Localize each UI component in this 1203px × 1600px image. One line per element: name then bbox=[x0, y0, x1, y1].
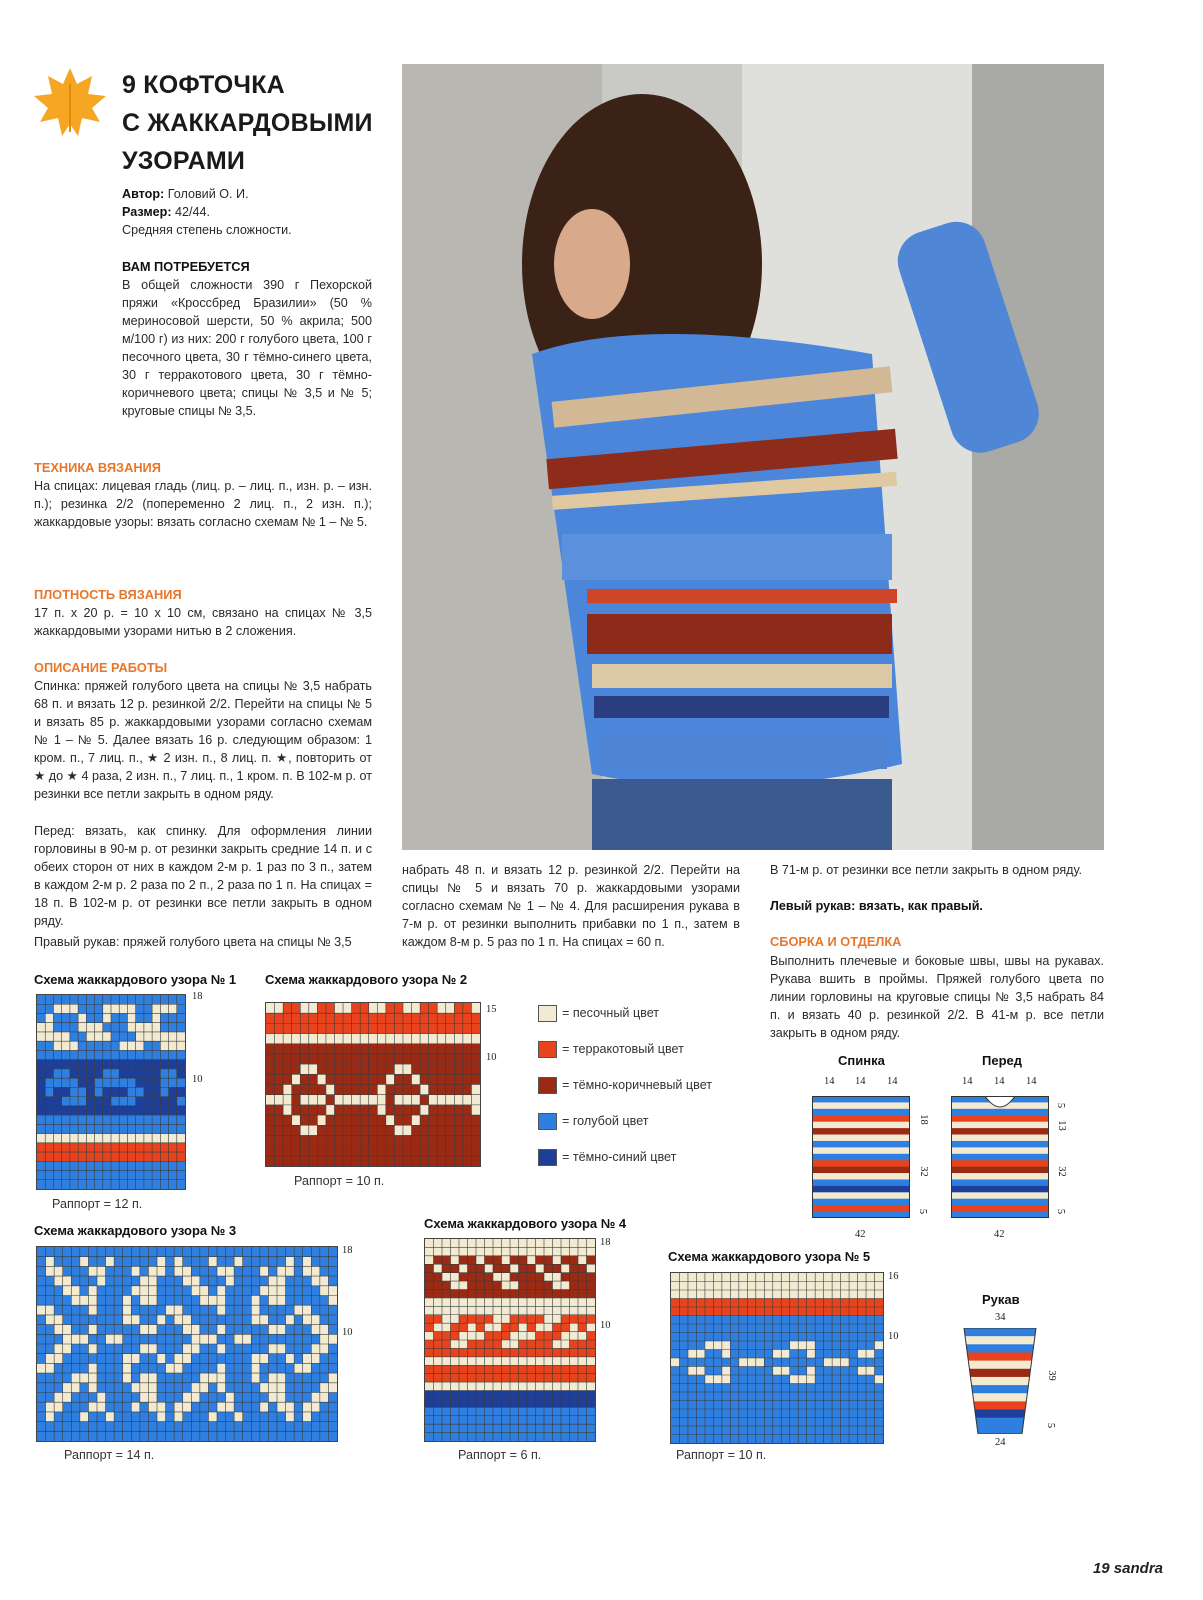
front-outline-icon bbox=[951, 1096, 1049, 1218]
model-photo-illustration bbox=[402, 64, 1104, 850]
sleeve-side-dim: 39 bbox=[1045, 1370, 1057, 1381]
difficulty: Средняя степень сложности. bbox=[122, 223, 292, 237]
chart-5-row-16: 16 bbox=[888, 1271, 899, 1282]
back-top-dim: 14 bbox=[824, 1076, 835, 1087]
chart-2-rapport: Раппорт = 10 п. bbox=[294, 1174, 385, 1188]
author-value: Головий О. И. bbox=[164, 187, 249, 201]
leaf-logo-icon bbox=[30, 62, 110, 142]
density-heading: ПЛОТНОСТЬ ВЯЗАНИЯ bbox=[34, 587, 182, 602]
back-side-dim: 32 bbox=[917, 1166, 929, 1177]
schematic-back bbox=[812, 1096, 910, 1218]
description-back: Спинка: пряжей голубого цвета на спицы № 3,5 набрать 68 п. и вязать 12 р. резинкой 2/2. Перейти на спицы № 5 и вязать 85 р. жаккардовыми узорами согласно схемам № 1 – № 5. Далее вязать 16 р. следующим образом: 1 кром. п., 7 лиц. п., ★ 2 изн. п., 8 лиц. п. ★, повторить от ★ до ★ 4 раза, 2 изн. п., 7 лиц. п., 1 кром. п. В 102-м р. от резинки все петли закрыть в одном ряду. bbox=[34, 679, 372, 801]
back-side-dim: 18 bbox=[917, 1114, 929, 1125]
schematic-back-title: Спинка bbox=[838, 1053, 885, 1068]
sand-swatch bbox=[538, 1005, 557, 1022]
chart-4-row-10: 10 bbox=[600, 1320, 611, 1331]
chart-1-title: Схема жаккардового узора № 1 bbox=[34, 972, 237, 987]
chart-4-grid bbox=[424, 1238, 596, 1442]
dark-brown-swatch bbox=[538, 1077, 557, 1094]
legend-dark-brown: = тёмно-коричневый цвет bbox=[538, 1075, 712, 1095]
schematic-front bbox=[951, 1096, 1049, 1218]
schematic-sleeve bbox=[962, 1328, 1038, 1434]
page-number: 19 sandra bbox=[1092, 1560, 1163, 1577]
back-bottom-dim: 42 bbox=[855, 1229, 866, 1240]
back-top-dim: 14 bbox=[887, 1076, 898, 1087]
front-top-dim: 14 bbox=[962, 1076, 973, 1087]
author-label: Автор: bbox=[122, 187, 165, 201]
chart-3-grid bbox=[36, 1246, 338, 1442]
chart-5-grid bbox=[670, 1272, 884, 1444]
description-right-sleeve-end: В 71-м р. от резинки все петли закрыть в одном ряду. bbox=[770, 863, 1083, 877]
back-top-dim: 14 bbox=[855, 1076, 866, 1087]
description-front: Перед: вязать, как спинку. Для оформления линии горловины в 90-м р. от резинки закрыть средние 14 п. и с обеих сторон от них в каждом 2-м р. 1 раз по 3 п., затем в каждом 2-м р. 2 раза по 2 п., 2 раза по 1 п. На спицах = 18 п. В 102-м р. от резинки все петли закрыть в одном ряду. bbox=[34, 824, 372, 928]
chart-1-rapport: Раппорт = 12 п. bbox=[52, 1197, 143, 1211]
legend-light-blue: = голубой цвет bbox=[538, 1111, 649, 1131]
front-side-dim: 5 bbox=[1055, 1102, 1067, 1109]
legend-dark-blue: = тёмно-синий цвет bbox=[538, 1147, 676, 1167]
front-side-dim: 5 bbox=[1055, 1208, 1067, 1215]
chart-1-row-10: 10 bbox=[192, 1074, 203, 1085]
schematic-sleeve-title: Рукав bbox=[982, 1292, 1020, 1307]
front-side-dim: 32 bbox=[1055, 1166, 1067, 1177]
sleeve-bottom-dim: 24 bbox=[995, 1437, 1006, 1448]
front-side-dim: 13 bbox=[1055, 1120, 1067, 1131]
chart-2-title: Схема жаккардового узора № 2 bbox=[265, 972, 468, 987]
technique-heading: ТЕХНИКА ВЯЗАНИЯ bbox=[34, 460, 161, 475]
legend-sand: = песочный цвет bbox=[538, 1003, 659, 1023]
title-line: С ЖАККАРДОВЫМИ bbox=[122, 109, 373, 137]
assembly-text: Выполнить плечевые и боковые швы, швы на рукавах. Рукава вшить в проймы. Пряжей голубого цвета по линии горловины на круговые спицы № 3,5 набрать 84 п. и вязать 40 р. резинкой 2/2. В 41-м р. все петли закрыть в одном ряду. bbox=[770, 954, 1104, 1040]
left-sleeve-text: Левый рукав: вязать, как правый. bbox=[770, 899, 983, 913]
legend-terracotta: = терракотовый цвет bbox=[538, 1039, 684, 1059]
materials-heading: ВАМ ПОТРЕБУЕТСЯ bbox=[122, 259, 250, 274]
chart-5-row-10: 10 bbox=[888, 1331, 899, 1342]
chart-3-rapport: Раппорт = 14 п. bbox=[64, 1448, 155, 1462]
chart-2-row-10: 10 bbox=[486, 1052, 497, 1063]
meta-block bbox=[122, 185, 382, 239]
chart-3-row-18: 18 bbox=[342, 1245, 353, 1256]
front-bottom-dim: 42 bbox=[994, 1229, 1005, 1240]
back-side-dim: 5 bbox=[917, 1208, 929, 1215]
chart-4-row-18: 18 bbox=[600, 1237, 611, 1248]
chart-4-rapport: Раппорт = 6 п. bbox=[458, 1448, 542, 1462]
chart-2-grid bbox=[265, 1002, 481, 1167]
sleeve-top-dim: 34 bbox=[995, 1312, 1006, 1323]
description-heading: ОПИСАНИЕ РАБОТЫ bbox=[34, 660, 168, 675]
assembly-heading: СБОРКА И ОТДЕЛКА bbox=[770, 934, 902, 949]
description-right-sleeve: Правый рукав: пряжей голубого цвета на спицы № 3,5 bbox=[34, 935, 352, 949]
density-text: 17 п. х 20 р. = 10 х 10 см, связано на спицах № 3,5 жаккардовыми узорами нитью в 2 сложения. bbox=[34, 606, 372, 638]
chart-3-row-10: 10 bbox=[342, 1327, 353, 1338]
article-title bbox=[122, 66, 412, 180]
chart-1-row-18: 18 bbox=[192, 991, 203, 1002]
description-right-sleeve-cont: набрать 48 п. и вязать 12 р. резинкой 2/2. Перейти на спицы № 5 и вязать 70 р. жаккардовыми узорами согласно схемам № 1 – № 4. Для расширения рукава в 7-м р. от резинки выполнить прибавки по 1 п., затем в каждом 8-м р. 5 раз по 1 п. На спицах = 60 п. bbox=[402, 863, 740, 949]
chart-3-title: Схема жаккардового узора № 3 bbox=[34, 1223, 237, 1238]
front-top-dim: 14 bbox=[994, 1076, 1005, 1087]
sleeve-side-dim: 5 bbox=[1045, 1422, 1057, 1429]
size-label: Размер: bbox=[122, 205, 172, 219]
terracotta-swatch bbox=[538, 1041, 557, 1058]
schematic-front-title: Перед bbox=[982, 1053, 1022, 1068]
title-line: УЗОРАМИ bbox=[122, 147, 246, 175]
front-top-dim: 14 bbox=[1026, 1076, 1037, 1087]
technique-text: На спицах: лицевая гладь (лиц. р. – лиц. п., изн. р. – изн. п.); резинка 2/2 (попеременно 2 лиц. п., 2 изн. п.); жаккардовые узоры: вязать согласно схемам № 1 – № 5. bbox=[34, 479, 372, 529]
sweater-photo bbox=[402, 64, 1104, 850]
dark-blue-swatch bbox=[538, 1149, 557, 1166]
chart-5-rapport: Раппорт = 10 п. bbox=[676, 1448, 767, 1462]
chart-4-title: Схема жаккардового узора № 4 bbox=[424, 1216, 627, 1231]
chart-2-row-15: 15 bbox=[486, 1004, 497, 1015]
chart-5-title: Схема жаккардового узора № 5 bbox=[668, 1249, 871, 1264]
chart-1-grid bbox=[36, 994, 186, 1190]
size-value: 42/44. bbox=[171, 205, 211, 219]
light-blue-swatch bbox=[538, 1113, 557, 1130]
title-line: 9 КОФТОЧКА bbox=[122, 71, 285, 99]
back-outline-icon bbox=[812, 1096, 910, 1218]
materials-text: В общей сложности 390 г Пехорской пряжи «Кроссбред Бразилии» (50 % мериносовой шерсти, 50 % акрила; 500 м/100 г) из них: 200 г голубого цвета, 100 г песочного цвета, 30 г тёмно-синего цвета, 30 г терракотового цвета, 30 г тёмно-коричневого цвета; спицы № 3,5 и № 5; круговые спицы № 3,5. bbox=[122, 278, 372, 418]
